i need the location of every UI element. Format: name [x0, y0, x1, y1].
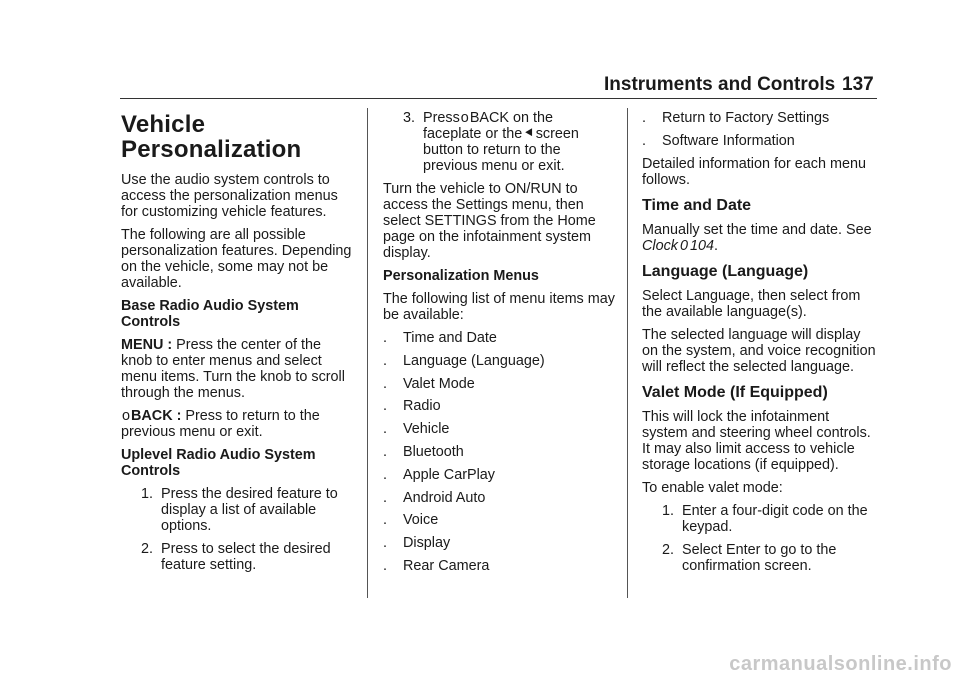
back-icon: o [460, 110, 469, 126]
column-2 [383, 110, 615, 581]
column-divider [367, 108, 368, 598]
list-item: . Software Information [642, 132, 795, 149]
heading-language: Language (Language) [642, 262, 809, 280]
subheading-personalization-menus: Personalization Menus [383, 268, 539, 284]
intro-paragraph: The following are all possible personalization features. Depending on the vehicle, some may not be available. [121, 227, 352, 291]
page-title: Vehicle Personalization [121, 111, 302, 163]
page-header [0, 0, 960, 100]
list-item: 1. Enter a four-digit code on the keypad. [661, 502, 868, 535]
back-label: BACK : [131, 408, 182, 424]
menus-intro: The following list of menu items may be available: [383, 291, 615, 323]
valet-paragraph: This will lock the infotainment system and steering wheel controls. It may also limit access to vehicle storage locations (if equipped). [642, 408, 871, 473]
page-number: 137 [842, 74, 874, 95]
heading-valet-mode: Valet Mode (If Equipped) [642, 383, 828, 401]
time-paragraph: Manually set the time and date. See Clock 0 104. [642, 221, 872, 254]
settings-paragraph: Turn the vehicle to ON/RUN to access the Settings menu, then select SETTINGS from the Home page on the infotainment system display. [383, 181, 596, 261]
menu-label: MENU : [121, 337, 173, 353]
list-item: . Language (Language) [383, 352, 545, 369]
page-reference-icon: 0 [679, 237, 688, 254]
header-divider [120, 98, 877, 99]
list-item: 2. Press to select the desired feature setting. [140, 541, 331, 573]
list-item: . Time and Date [383, 330, 497, 346]
subheading-uplevel-radio: Uplevel Radio Audio System Controls [121, 447, 316, 479]
list-item: . Return to Factory Settings [642, 110, 830, 126]
detail-paragraph: Detailed information for each menu follows. [642, 155, 866, 188]
heading-time-and-date: Time and Date [642, 196, 752, 214]
column-divider [627, 108, 628, 598]
back-icon: o [122, 408, 131, 424]
list-item: . Voice [383, 512, 439, 529]
language-paragraph: Select Language, then select from the available language(s). [642, 287, 861, 320]
language-paragraph: The selected language will display on the system, and voice recognition will reflect the selected language. [642, 326, 876, 375]
column-3 [642, 110, 878, 581]
intro-paragraph: Use the audio system controls to access the personalization menus for customizing vehicle features. [121, 172, 338, 220]
list-item: . Rear Camera [383, 557, 490, 574]
back-description: oBACK : Press to return to the previous menu or exit. [121, 408, 320, 440]
list-item: . Valet Mode [383, 375, 475, 392]
list-item: 3. PressoBACK on the faceplate or the⯇screen button to return to the previous menu or exit. [402, 110, 579, 174]
list-item: 1. Press the desired feature to display a list of available options. [140, 486, 338, 534]
list-item: . Vehicle [383, 421, 450, 438]
list-item: . Bluetooth [383, 443, 464, 460]
clock-reference-link[interactable]: Clock 0 104 [642, 237, 715, 254]
list-item: 2. Select Enter to go to the confirmation screen. [661, 541, 837, 574]
watermark: carmanualsonline.info [729, 653, 952, 675]
valet-enable-intro: To enable valet mode: [642, 479, 783, 496]
list-item: . Display [383, 535, 451, 552]
column-1 [121, 110, 353, 580]
section-title: Instruments and Controls [604, 74, 836, 95]
list-item: . Radio [383, 398, 441, 415]
back-arrow-icon: ⯇ [523, 126, 535, 142]
list-item: . Android Auto [383, 489, 486, 506]
subheading-base-radio: Base Radio Audio System Controls [121, 298, 299, 330]
menu-description: MENU : Press the center of the knob to enter menus and select menu items. Turn the knob to scroll through the menus. [121, 337, 345, 401]
list-item: . Apple CarPlay [383, 466, 495, 483]
